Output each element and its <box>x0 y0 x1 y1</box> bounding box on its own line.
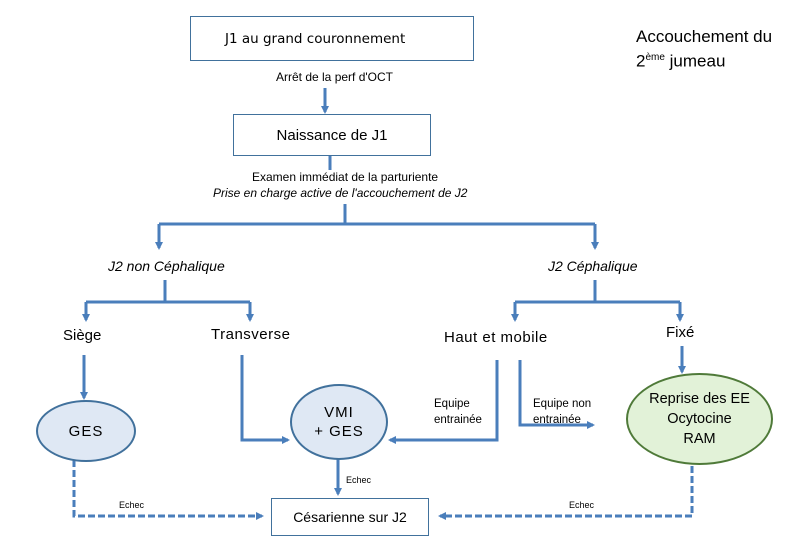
exam-text-line1: Examen immédiat de la parturiente <box>252 170 439 184</box>
page-title-line1: Accouchement du <box>636 27 773 46</box>
dashed-ges-cesarienne <box>74 460 262 516</box>
branch-cephalique: J2 Céphalique <box>548 258 638 274</box>
cesarienne-j2-box <box>271 498 429 536</box>
naissance-j1-box <box>233 114 431 156</box>
vmi-ges-ellipse <box>290 384 388 460</box>
haut-mobile-label: Haut et mobile <box>444 329 548 346</box>
echec-right-label: Echec <box>569 500 595 510</box>
echec-left-label: Echec <box>119 500 145 510</box>
arrow-transverse-vmi <box>242 355 288 440</box>
reprise-ee-ellipse <box>626 373 773 465</box>
j1-couronnement-label: J1 au grand couronnement <box>225 30 406 47</box>
perf-oct-note: Arrêt de la perf d'OCT <box>276 70 393 84</box>
exam-text-line2: Prise en charge active de l'accouchement de J2 <box>213 186 468 200</box>
siege-label: Siège <box>63 327 102 344</box>
ges-ellipse <box>36 400 136 462</box>
ges-label: GES <box>68 422 104 440</box>
page-title <box>636 26 772 72</box>
fixe-label: Fixé <box>666 324 695 341</box>
dashed-reprise-cesarienne <box>440 466 692 516</box>
page-title-line2: 2ème jumeau <box>636 51 726 71</box>
equipe-entrainee-label: Equipe entrainée <box>434 398 482 426</box>
echec-center-label: Echec <box>346 475 372 485</box>
reprise-line2: Ocytocine <box>667 411 732 427</box>
j1-couronnement-box <box>190 16 474 61</box>
vmi-ges-label: + GES <box>314 423 364 440</box>
reprise-line1: Reprise des EE <box>649 391 750 407</box>
reprise-line3: RAM <box>683 431 716 447</box>
naissance-j1-label: Naissance de J1 <box>276 126 388 144</box>
branch-non-cephalique: J2 non Céphalique <box>108 258 225 274</box>
equipe-non-entrainee-label: Equipe non entrainée <box>533 398 592 426</box>
transverse-label: Transverse <box>211 326 291 343</box>
cesarienne-label: Césarienne sur J2 <box>293 509 407 525</box>
vmi-label: VMI <box>324 404 354 421</box>
